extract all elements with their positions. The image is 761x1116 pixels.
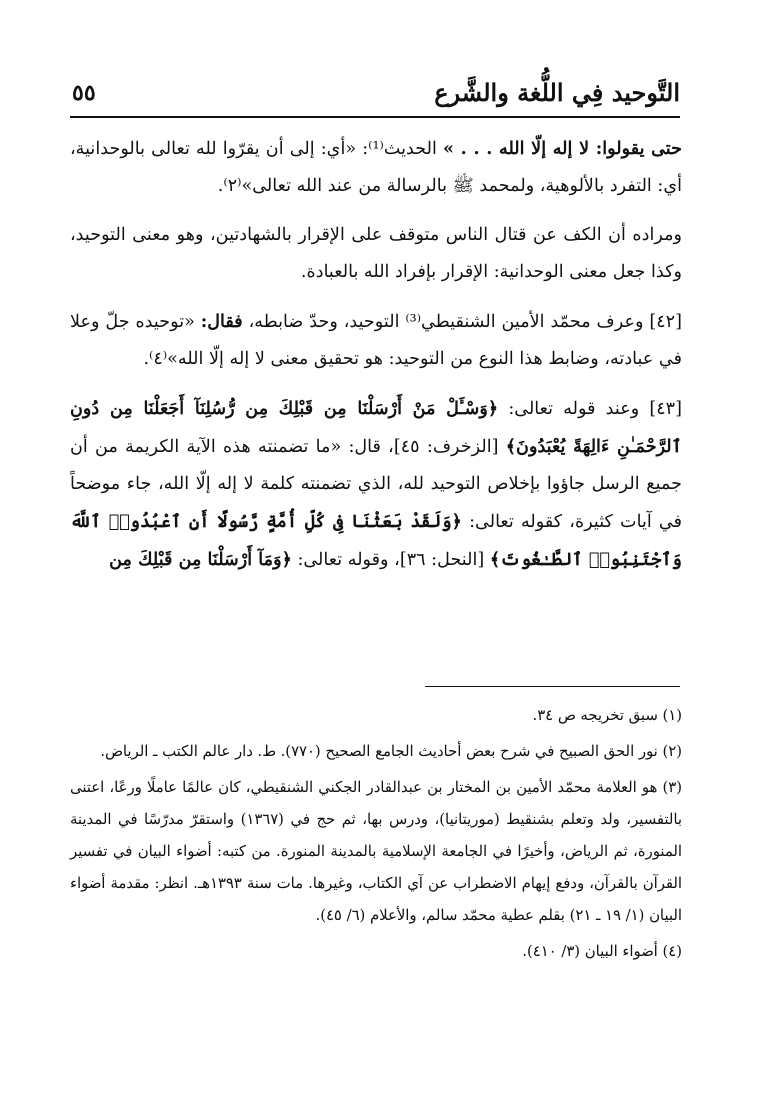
- paragraph-3-lead: [٤٢] وعرف محمّد الأمين الشنقيطي⁽³⁾ التوحيد، وحدّ ضابطه،: [242, 312, 682, 332]
- paragraph-3: [70, 303, 682, 378]
- footnote-item: (٢) نور الحق الصبيح في شرح بعض أحاديث الجامع الصحيح (٧٧٠). ط. دار عالم الكتب ـ الرياض.: [100, 743, 682, 760]
- paragraph-3-quote: «توحيده جلّ وعلا في عبادته، وضابط هذا النوع من التوحيد: هو تحقيق معنى لا إله إلّا الله»⁽٤⁾.: [70, 312, 682, 369]
- paragraph-4: [70, 390, 682, 579]
- paragraph-2-text: ومراده أن الكف عن قتال الناس متوقف على الإقرار بالشهادتين، وهو معنى التوحيد، وكذا جعل معنى الوحدانية: الإقرار بإفراد الله بالعبادة.: [70, 225, 682, 282]
- page-header: [70, 70, 680, 122]
- paragraph-2: [70, 217, 682, 291]
- footnotes: [70, 700, 682, 972]
- paragraph-4-lead: [٤٣] وعند قوله تعالى:: [498, 399, 682, 419]
- main-text: [70, 130, 682, 591]
- paragraph-1-text: الحديث⁽¹⁾: «أي: إلى أن يقرّوا لله تعالى بالوحدانية، أي: التفرد بالألوهية، ولمحمد ﷺ بالرسالة من عند الله تعالى»⁽٢⁾.: [70, 139, 682, 196]
- footnote-item: (١) سبق تخريجه ص ٣٤.: [532, 707, 682, 724]
- paragraph-1: [70, 130, 682, 205]
- paragraph-4-mid: [الزخرف: ٤٥]، قال: «ما تضمنته هذه الآية الكريمة من أن جميع الرسل جاؤوا بإخلاص التوحيد لله، الذي تضمنته كلمة لا إله إلّا الله، جاء موضحاً في آيات كثيرة، كقوله تعالى:: [70, 437, 683, 532]
- quran-verse-3: ﴿وَمَآ أَرْسَلْنَا مِن قَبْلِكَ مِن: [109, 549, 292, 570]
- quran-verse-1: ﴿وَسْـَٔلْ مَنْ أَرْسَلْنَا مِن قَبْلِكَ مِن رُّسُلِنَآ أَجَعَلْنَا مِن دُونِ ٱلرَّحْمَـٰنِ ءَالِهَةً يُعْبَدُونَ﴾: [70, 398, 682, 457]
- header-divider: [70, 116, 680, 118]
- paragraph-3-bold: فقال:: [200, 311, 243, 332]
- quran-verse-2: ﴿وَلَقَدْ بَعَثْنَا فِى كُلِّ أُمَّةٍ رَّسُولًا أَنِ ٱعْبُدُوا۟ ٱللَّهَ وَٱجْتَنِبُوا۟ ٱلطَّـٰغُوتَ﴾: [70, 511, 682, 570]
- page-number: ٥٥: [72, 80, 96, 106]
- footnote-divider: [425, 686, 680, 687]
- footnote-item: (٤) أضواء البيان (٣/ ٤١٠).: [522, 943, 682, 960]
- footnote-item: (٣) هو العلامة محمّد الأمين بن المختار بن عبدالقادر الجكني الشنقيطي، كان عالمًا عاملًا ورعًا، اعتنى بالتفسير، ولد وتعلم بشنقيط (موريتانيا)، ودرس بها، ثم حج في (١٣٦٧) واستقرّ مدرّسًا في المدينة المنورة، ثم الرياض، وأخيرًا في الجامعة الإسلامية بالمدينة المنورة. من كتبه: أضواء البيان في تفسير القرآن بالقرآن، ودفع إيهام الاضطراب عن آي الكتاب، وغيرها. مات سنة ١٣٩٣هـ. انظر: مقدمة أضواء البيان (١/ ١٩ ـ ٢١) بقلم عطية محمّد سالم، والأعلام (٦/ ٤٥).: [70, 779, 682, 924]
- paragraph-4-mid2: [النحل: ٣٦]، وقوله تعالى:: [291, 550, 490, 570]
- hadith-lead: حتى يقولوا: لا إله إلّا الله . . . »: [443, 138, 682, 159]
- running-title: التَّوحيد فِي اللُّغة والشَّرع: [434, 78, 680, 107]
